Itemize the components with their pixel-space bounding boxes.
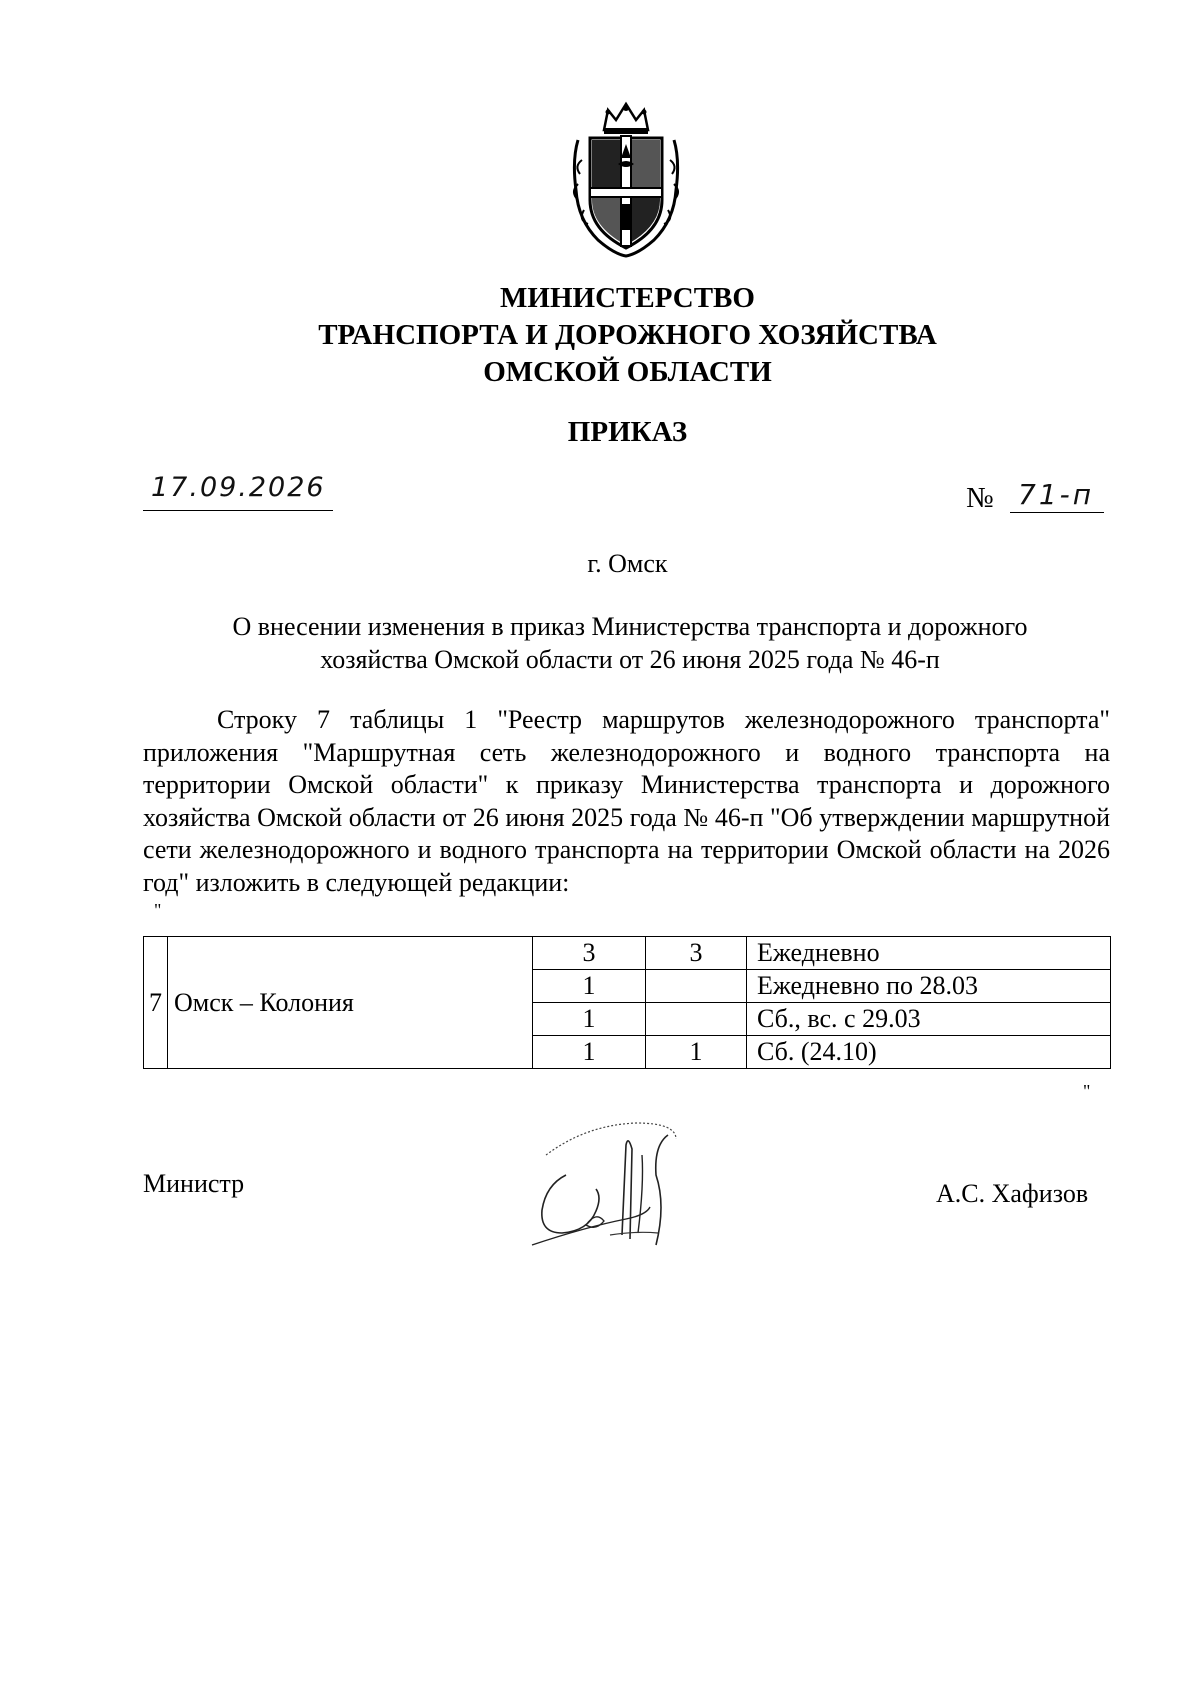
signatory-role: Министр bbox=[143, 1169, 245, 1198]
order-number-underline bbox=[1010, 512, 1104, 513]
route-row-number: 7 bbox=[144, 937, 168, 1069]
order-date-field bbox=[143, 472, 333, 511]
city: г. Омск bbox=[587, 549, 668, 578]
route-name: Омск – Колония bbox=[168, 937, 533, 1069]
order-number: 71-п bbox=[1018, 478, 1095, 511]
ministry-header-line1: МИНИСТЕРСТВО bbox=[500, 282, 755, 314]
order-date: 17.09.2026 bbox=[151, 472, 326, 503]
signatory-name: А.С. Хафизов bbox=[936, 1179, 1089, 1208]
table-cell-schedule: Сб. (24.10) bbox=[747, 1036, 1111, 1069]
handwritten-signature-icon bbox=[526, 1115, 716, 1255]
ministry-header-line2: ТРАНСПОРТА И ДОРОЖНОГО ХОЗЯЙСТВА bbox=[318, 319, 937, 351]
route-table bbox=[143, 936, 1111, 1069]
order-number-label: № bbox=[966, 482, 994, 514]
opening-quote-mark: " bbox=[154, 900, 162, 920]
table-cell-b: 3 bbox=[646, 937, 747, 970]
order-subject-line1: О внесении изменения в приказ Министерства транспорта и дорожного bbox=[232, 612, 1028, 641]
order-subject-line2: хозяйства Омской области от 26 июня 2025 года № 46-п bbox=[320, 645, 940, 674]
table-cell-schedule: Ежедневно bbox=[747, 937, 1111, 970]
coat-of-arms-icon bbox=[568, 100, 684, 260]
order-body-text: Строку 7 таблицы 1 "Реестр маршрутов железнодорожного транспорта" приложения "Маршрутная сеть железнодорожного и водного транспорта на территории Омской области" к приказу Министерства транспорта и дорожного хозяйства Омской области от 26 июня 2025 года № 46-п "Об утверждении маршрутной сети железнодорожного и водного транспорта на территории Омской области на 2026 год" изложить в следующей редакции: bbox=[143, 705, 1110, 897]
order-subject bbox=[150, 610, 1110, 676]
table-cell-a: 1 bbox=[533, 970, 646, 1003]
table-cell-schedule: Сб., вс. с 29.03 bbox=[747, 1003, 1111, 1036]
table-cell-b bbox=[646, 1003, 747, 1036]
table-cell-schedule: Ежедневно по 28.03 bbox=[747, 970, 1111, 1003]
table-cell-a: 3 bbox=[533, 937, 646, 970]
ministry-header-line3: ОМСКОЙ ОБЛАСТИ bbox=[483, 356, 772, 388]
document-type: ПРИКАЗ bbox=[567, 416, 688, 448]
table-cell-a: 1 bbox=[533, 1036, 646, 1069]
table-row bbox=[144, 937, 1111, 970]
table-cell-b bbox=[646, 970, 747, 1003]
ministry-header bbox=[0, 280, 1200, 391]
table-cell-a: 1 bbox=[533, 1003, 646, 1036]
table-cell-b: 1 bbox=[646, 1036, 747, 1069]
closing-quote-mark: " bbox=[1083, 1081, 1091, 1101]
